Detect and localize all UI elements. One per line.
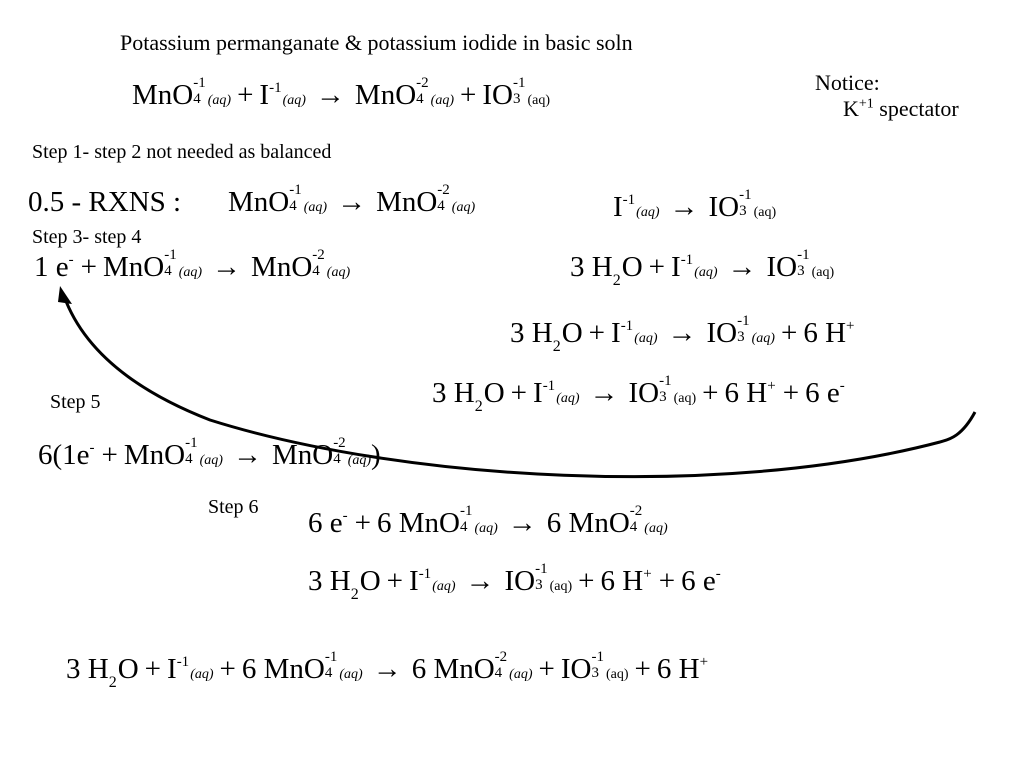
charge: - — [89, 440, 95, 456]
state-label: (aq) — [339, 667, 363, 682]
formula-text: I — [611, 317, 621, 349]
subscript: 3 — [737, 329, 745, 346]
plus-sign: + — [101, 439, 118, 471]
notice-charge: +1 — [858, 96, 874, 112]
plus-sign: + — [510, 377, 528, 409]
formula-text: 3 H — [66, 653, 109, 685]
reaction-arrow: → — [669, 191, 699, 223]
charge: -1 — [512, 75, 526, 92]
charge: -1 — [193, 75, 206, 92]
subscript: 4 — [289, 198, 297, 215]
state-label: (aq) — [282, 93, 306, 108]
subscript: 3 — [659, 389, 667, 406]
formula-text: 1 e — [34, 251, 69, 283]
charge: -1 — [797, 247, 810, 264]
plus-sign: + — [588, 317, 606, 349]
charge: -1 — [737, 313, 750, 330]
formula-text: IO — [766, 251, 798, 283]
charge: -1 — [164, 247, 177, 264]
formula-text: I — [409, 565, 419, 597]
subscript: 4 — [324, 665, 333, 682]
subscript: 4 — [333, 451, 341, 468]
formula-text: 6 H — [724, 377, 768, 409]
charge: -2 — [312, 247, 325, 264]
charge: - — [715, 566, 721, 582]
state-label: (aq) — [527, 93, 550, 108]
notice-label: Notice: — [815, 70, 880, 95]
subscript: 3 — [535, 577, 543, 594]
reaction-arrow: → — [232, 439, 262, 471]
state-label: (aq) — [509, 667, 533, 682]
charge: + — [846, 318, 855, 334]
formula-text: O — [621, 251, 643, 283]
state-label: (aq) — [753, 205, 777, 220]
state-label: (aq) — [451, 200, 476, 215]
reaction-arrow: → — [589, 377, 619, 409]
plus-sign: + — [459, 79, 477, 111]
formula-text: MnO — [271, 439, 334, 471]
formula-text: 6 H — [803, 317, 847, 349]
subscript: 3 — [512, 91, 521, 108]
charge: -2 — [333, 435, 346, 452]
formula-text: 3 H — [570, 251, 613, 283]
charge: -2 — [416, 75, 429, 92]
subscript: 3 — [591, 665, 599, 682]
formula-text: MnO — [123, 439, 186, 471]
plus-sign: + — [538, 653, 555, 685]
charge: -1 — [591, 649, 604, 666]
subscript: 4 — [459, 519, 468, 536]
charge: -1 — [659, 373, 672, 390]
formula-text: O — [561, 317, 583, 349]
formula-text: I — [613, 191, 623, 223]
formula-text: 6 H — [600, 565, 644, 597]
formula-text: 6 e — [805, 377, 840, 409]
formula-text: 6 MnO — [411, 653, 495, 685]
notice-rest: spectator — [873, 96, 959, 121]
charge: -2 — [629, 503, 643, 520]
state-label: (aq) — [432, 579, 456, 594]
charge: -1 — [542, 378, 556, 394]
charge: -2 — [437, 182, 450, 199]
reaction-arrow: → — [507, 507, 537, 539]
charge: - — [342, 508, 348, 524]
formula-text: 6 H — [656, 653, 700, 685]
state-label: (aq) — [549, 579, 573, 594]
formula-text: IO — [560, 653, 592, 685]
formula-text: 6 MnO — [241, 653, 325, 685]
charge: + — [643, 566, 652, 582]
subscript: 2 — [108, 674, 117, 691]
reaction-arrow: → — [337, 186, 367, 218]
subscript: 4 — [185, 451, 193, 468]
charge: -1 — [535, 561, 548, 578]
formula-text: MnO — [376, 186, 438, 218]
charge: -1 — [185, 435, 198, 452]
charge: -1 — [622, 192, 636, 208]
charge: + — [767, 378, 776, 394]
step12-label: Step 1- step 2 not needed as balanced — [32, 141, 332, 163]
formula-text: MnO — [228, 186, 290, 218]
reaction-arrow: → — [372, 653, 402, 685]
formula-text: 6(1e — [38, 439, 90, 471]
formula-text: 3 H — [510, 317, 553, 349]
formula-text: MnO — [354, 79, 417, 111]
plus-sign: + — [237, 79, 254, 111]
state-label: (aq) — [347, 453, 372, 468]
step6-label: Step 6 — [208, 496, 259, 518]
charge: -1 — [324, 649, 338, 666]
electron-transfer-curve — [64, 296, 975, 477]
plus-sign: + — [782, 377, 800, 409]
subscript: 2 — [552, 338, 561, 355]
state-label: (aq) — [474, 521, 498, 536]
plus-sign: + — [578, 565, 595, 597]
charge: - — [839, 378, 845, 394]
state-label: (aq) — [694, 265, 718, 280]
formula-text: MnO — [251, 251, 313, 283]
subscript: 4 — [629, 519, 638, 536]
state-label: (aq) — [430, 93, 454, 108]
charge: -1 — [739, 187, 752, 204]
plus-sign: + — [354, 507, 371, 539]
state-label: (aq) — [326, 265, 351, 280]
reaction-arrow: → — [667, 317, 697, 349]
subscript: 4 — [164, 263, 172, 280]
state-label: (aq) — [207, 93, 232, 108]
plus-sign: + — [780, 317, 798, 349]
state-label: (aq) — [811, 265, 835, 280]
formula-text: MnO — [102, 251, 165, 283]
formula-text: O — [117, 653, 139, 685]
formula-text: O — [483, 377, 505, 409]
formula-text: I — [533, 377, 543, 409]
electron-transfer-arrowhead — [58, 286, 72, 304]
formula-text: I — [167, 653, 177, 685]
formula-text: MnO — [132, 79, 194, 111]
subscript: 4 — [193, 91, 201, 108]
formula-text: 3 H — [308, 565, 351, 597]
step34-label: Step 3- step 4 — [32, 226, 142, 248]
reaction-arrow: → — [465, 565, 495, 597]
formula-text: 6 e — [681, 565, 716, 597]
subscript: 4 — [437, 198, 445, 215]
formula-text: IO — [628, 377, 660, 409]
subscript: 3 — [739, 203, 747, 220]
formula-text: 6 MnO — [546, 507, 630, 539]
title: Potassium permanganate & potassium iodide in basic soln — [120, 30, 633, 55]
notice-ion: K — [843, 96, 859, 121]
plus-sign: + — [634, 653, 651, 685]
formula-text: IO — [706, 317, 738, 349]
state-label: (aq) — [303, 200, 328, 215]
state-label: (aq) — [556, 391, 580, 406]
reaction-arrow: → — [212, 251, 242, 283]
plus-sign: + — [144, 653, 162, 685]
state-label: (aq) — [178, 265, 203, 280]
formula-text: O — [359, 565, 381, 597]
charge: -1 — [289, 182, 302, 199]
subscript: 4 — [494, 665, 503, 682]
charge: - — [68, 252, 74, 268]
state-label: (aq) — [636, 205, 660, 220]
charge: -1 — [176, 654, 190, 670]
formula-text: ) — [371, 439, 381, 471]
plus-sign: + — [648, 251, 666, 283]
charge: + — [699, 654, 709, 670]
formula-text: 6 e — [308, 507, 343, 539]
state-label: (aq) — [605, 667, 629, 682]
charge: -2 — [494, 649, 508, 666]
step5-label: Step 5 — [50, 391, 101, 413]
formula-text: 6 MnO — [376, 507, 460, 539]
formula-text: IO — [504, 565, 536, 597]
reaction-arrow: → — [727, 251, 757, 283]
subscript: 4 — [312, 263, 320, 280]
state-label: (aq) — [190, 667, 214, 682]
state-label: (aq) — [644, 521, 668, 536]
state-label: (aq) — [673, 391, 697, 406]
formula-text: I — [259, 79, 270, 111]
subscript: 2 — [350, 586, 359, 603]
plus-sign: + — [219, 653, 236, 685]
reaction-arrow: → — [315, 79, 345, 111]
charge: -1 — [459, 503, 473, 520]
plus-sign: + — [80, 251, 97, 283]
state-label: (aq) — [634, 331, 658, 346]
subscript: 2 — [474, 398, 483, 415]
formula-text: IO — [482, 79, 513, 111]
subscript: 3 — [797, 263, 805, 280]
charge: -1 — [680, 252, 694, 268]
formula-text: IO — [708, 191, 740, 223]
subscript: 2 — [612, 272, 621, 289]
half-rxns-label: 0.5 - RXNS : — [28, 186, 182, 218]
plus-sign: + — [386, 565, 404, 597]
plus-sign: + — [658, 565, 676, 597]
subscript: 4 — [416, 91, 424, 108]
state-label: (aq) — [199, 453, 223, 468]
formula-text: I — [671, 251, 681, 283]
formula-text: 3 H — [432, 377, 475, 409]
state-label: (aq) — [751, 331, 775, 346]
plus-sign: + — [702, 377, 719, 409]
charge: -1 — [418, 566, 432, 582]
charge: -1 — [620, 318, 634, 334]
charge: -1 — [269, 80, 282, 96]
